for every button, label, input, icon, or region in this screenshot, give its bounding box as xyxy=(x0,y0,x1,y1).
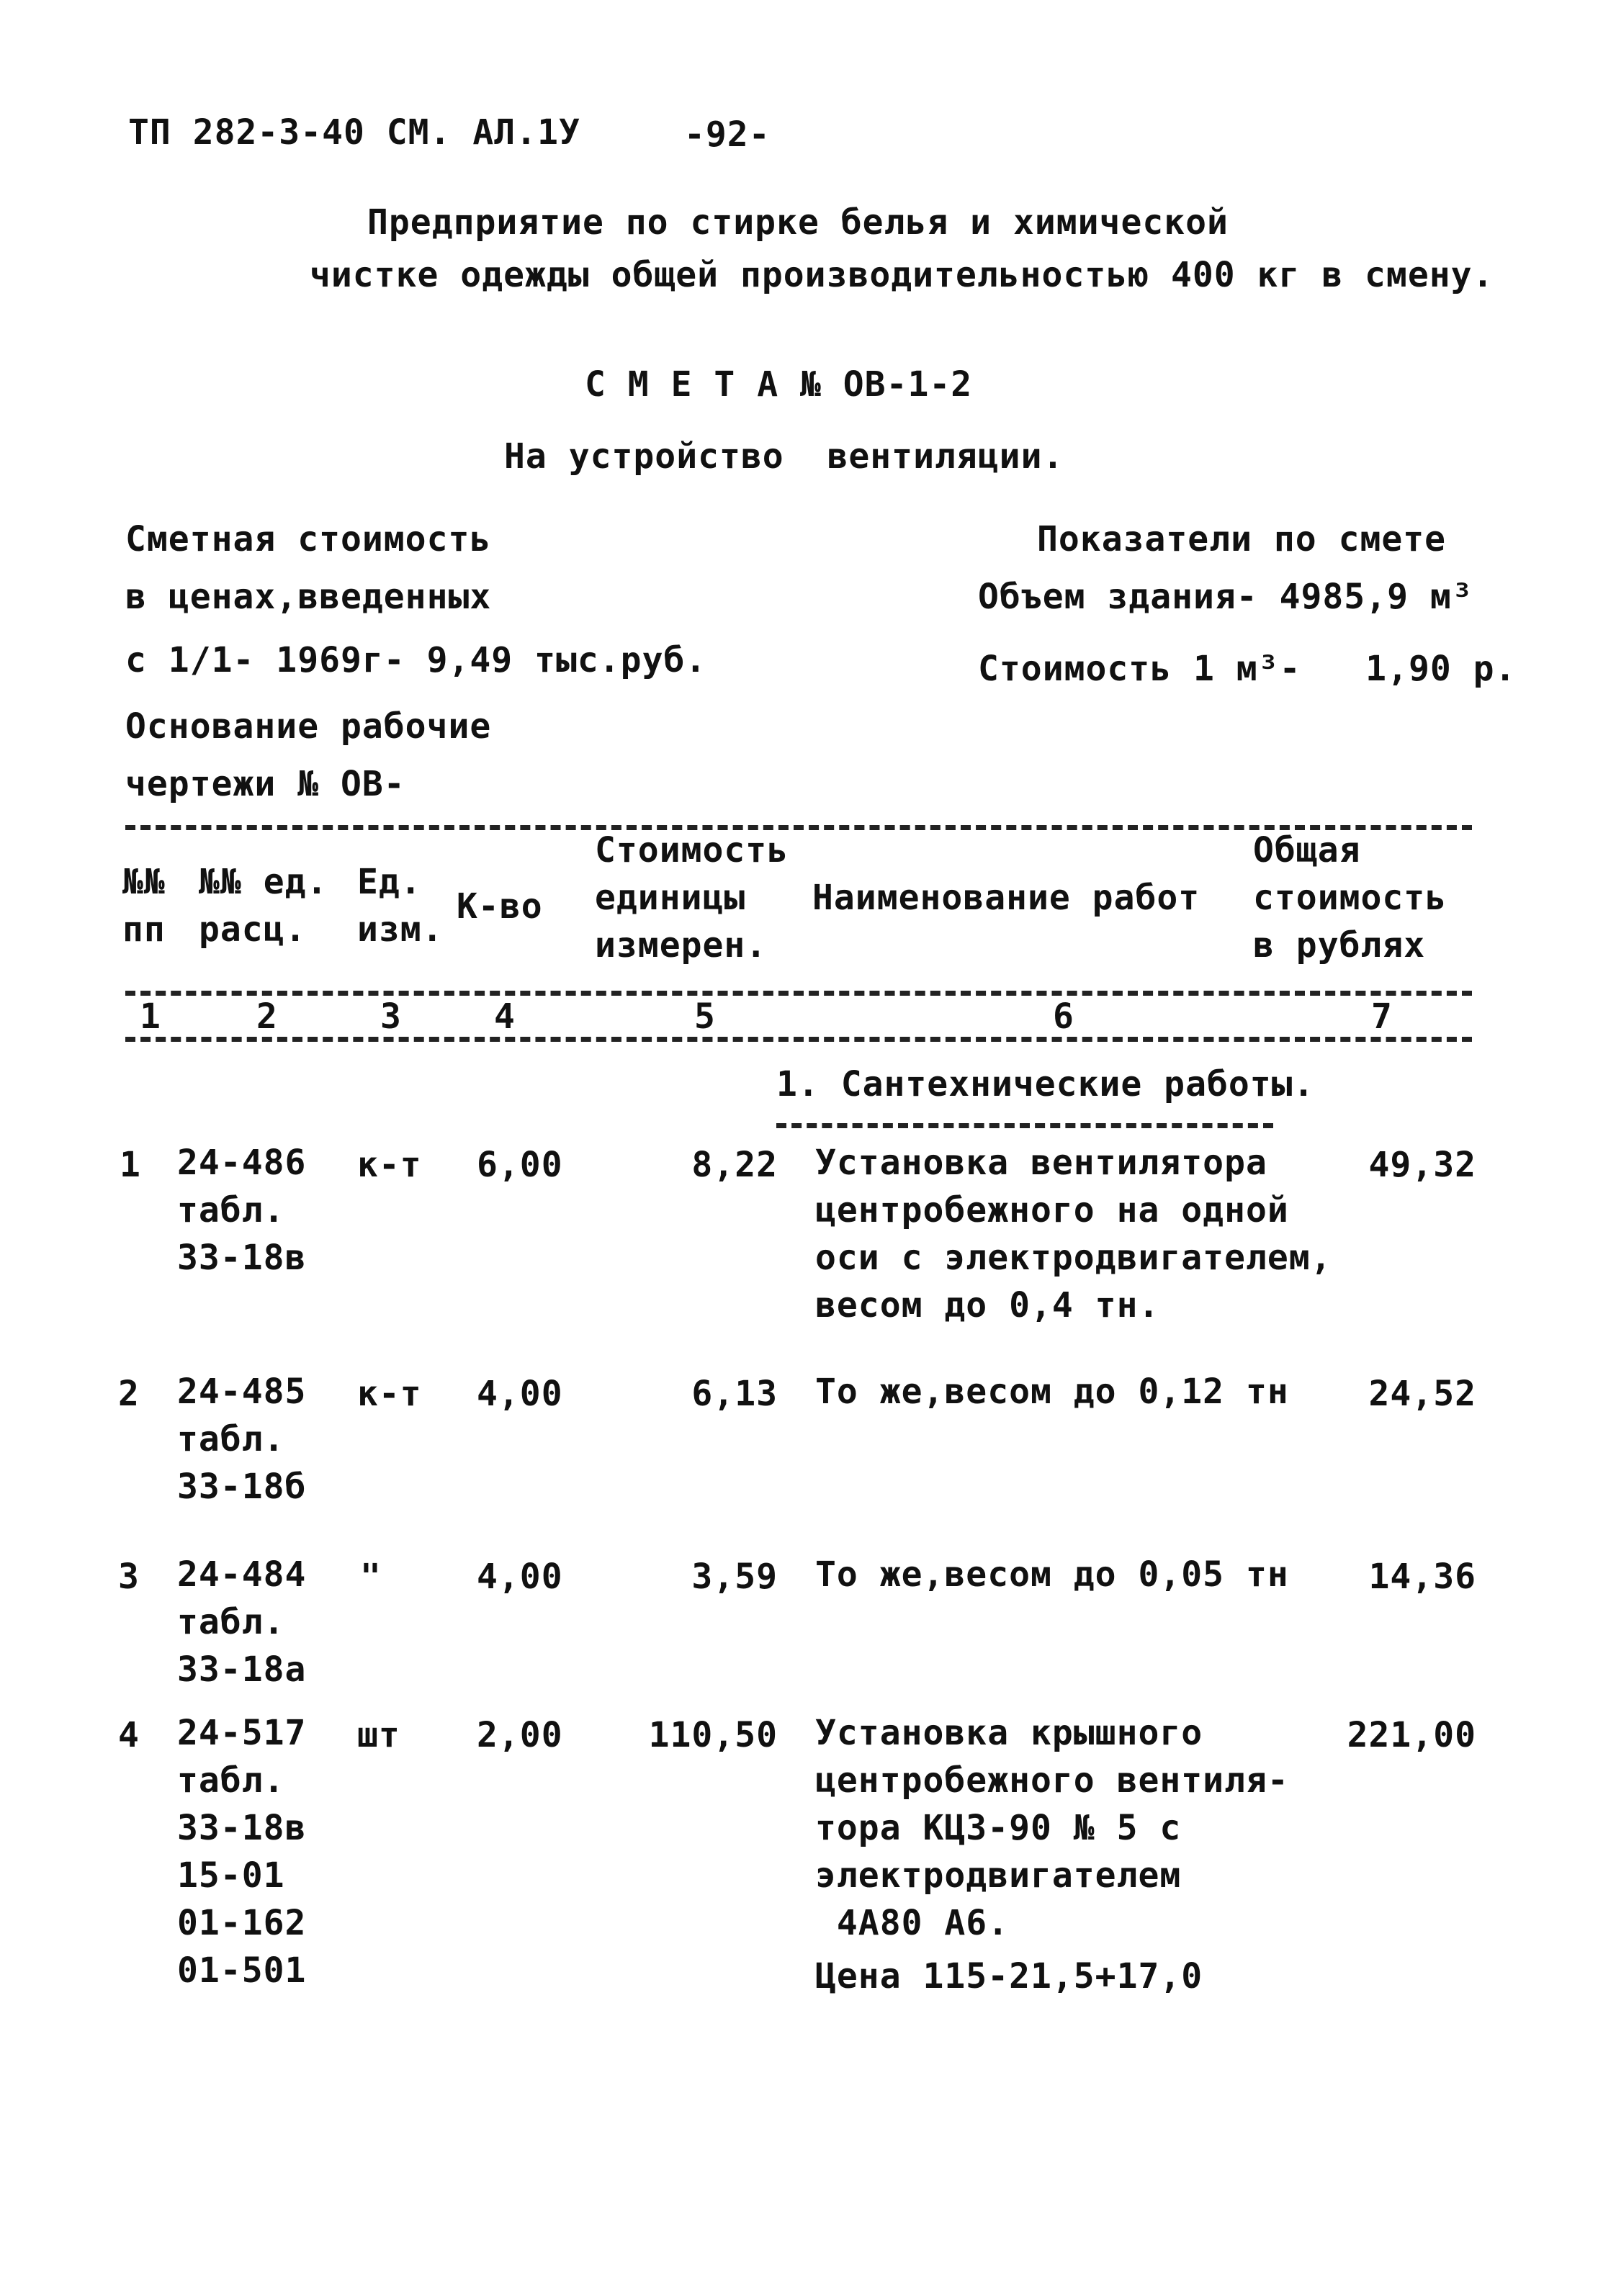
row4-number: 4 xyxy=(118,1715,140,1755)
header-col-5: Стоимость единицы измерен. xyxy=(595,830,789,965)
row4-work-name: Установка крышного центробежного вентиля- тора КЦЗ-90 № 5 с электродвигателем 4А80 А6. Цена 115-21,5+17,0 xyxy=(815,1713,1289,1996)
row2-code: 24-485 табл. 33-18б xyxy=(177,1372,307,1507)
info-left-3: с 1/1- 1969г- 9,49 тыс.руб. xyxy=(125,640,707,680)
header-col-1: №№ пп xyxy=(122,862,166,950)
row3-unit: " xyxy=(360,1557,382,1597)
row1-quantity: 6,00 xyxy=(477,1145,563,1185)
colnum-top-rule xyxy=(125,991,1472,996)
row1-total: 49,32 xyxy=(1368,1145,1476,1185)
row1-number: 1 xyxy=(120,1145,141,1185)
row4-unit-price: 110,50 xyxy=(648,1715,778,1755)
info-right-3: Стоимость 1 м³- 1,90 р. xyxy=(978,649,1517,689)
info-right-2: Объем здания- 4985,9 м³ xyxy=(978,577,1473,617)
smeta-subject: На устройство вентиляции. xyxy=(504,436,1064,477)
document-code: ТП 282-3-40 СМ. АЛ.1У xyxy=(128,112,580,153)
row1-unit: к-т xyxy=(357,1145,422,1185)
row2-work-name: То же,весом до 0,12 тн xyxy=(815,1372,1289,1412)
row4-quantity: 2,00 xyxy=(477,1715,563,1755)
row4-total: 221,00 xyxy=(1347,1715,1476,1755)
row1-work-name: Установка вентилятора центробежного на одной оси с электродвигателем, весом до 0,4 тн. xyxy=(815,1143,1332,1325)
row3-code: 24-484 табл. 33-18а xyxy=(177,1554,307,1690)
colnum-1: 1 xyxy=(140,996,161,1037)
title-line-1: Предприятие по стирке белья и химической xyxy=(367,202,1229,243)
header-col-7: Общая стоимость в рублях xyxy=(1253,830,1447,965)
row3-quantity: 4,00 xyxy=(477,1557,563,1597)
header-col-2: №№ ед. расц. xyxy=(199,862,328,950)
colnum-6: 6 xyxy=(1053,996,1074,1037)
row2-total: 24,52 xyxy=(1368,1374,1476,1414)
row1-unit-price: 8,22 xyxy=(691,1145,778,1185)
colnum-2: 2 xyxy=(256,996,278,1037)
section-title: 1. Сантехнические работы. xyxy=(776,1064,1315,1104)
row3-unit-price: 3,59 xyxy=(691,1557,778,1597)
colnum-bottom-rule xyxy=(125,1037,1472,1042)
info-left-2: в ценах,введенных xyxy=(125,577,492,617)
row2-unit: к-т xyxy=(357,1374,422,1414)
row3-number: 3 xyxy=(118,1557,140,1597)
row1-code: 24-486 табл. 33-18в xyxy=(177,1143,307,1278)
header-col-3: Ед. изм. xyxy=(357,862,444,950)
row4-unit: шт xyxy=(357,1715,400,1755)
info-left-5: чертежи № ОВ- xyxy=(125,764,405,804)
row4-code: 24-517 табл. 33-18в 15-01 01-162 01-501 xyxy=(177,1713,307,1991)
colnum-5: 5 xyxy=(694,996,716,1037)
info-left-4: Основание рабочие xyxy=(125,706,492,747)
smeta-heading: С М Е Т А № ОВ-1-2 xyxy=(585,364,973,405)
colnum-7: 7 xyxy=(1371,996,1393,1037)
row2-number: 2 xyxy=(118,1374,140,1414)
colnum-4: 4 xyxy=(494,996,516,1037)
header-col-6: Наименование работ xyxy=(812,878,1200,918)
row3-total: 14,36 xyxy=(1368,1557,1476,1597)
row2-quantity: 4,00 xyxy=(477,1374,563,1414)
row2-unit-price: 6,13 xyxy=(691,1374,778,1414)
page-number: -92- xyxy=(684,114,771,155)
title-line-2: чистке одежды общей производительностью 400 кг в смену. xyxy=(310,255,1494,295)
info-right-1: Показатели по смете xyxy=(1037,519,1447,559)
section-title-underline xyxy=(776,1123,1273,1128)
info-left-1: Сметная стоимость xyxy=(125,519,492,559)
header-col-4: К-во xyxy=(457,886,543,927)
row3-work-name: То же,весом до 0,05 тн xyxy=(815,1554,1289,1595)
colnum-3: 3 xyxy=(380,996,402,1037)
